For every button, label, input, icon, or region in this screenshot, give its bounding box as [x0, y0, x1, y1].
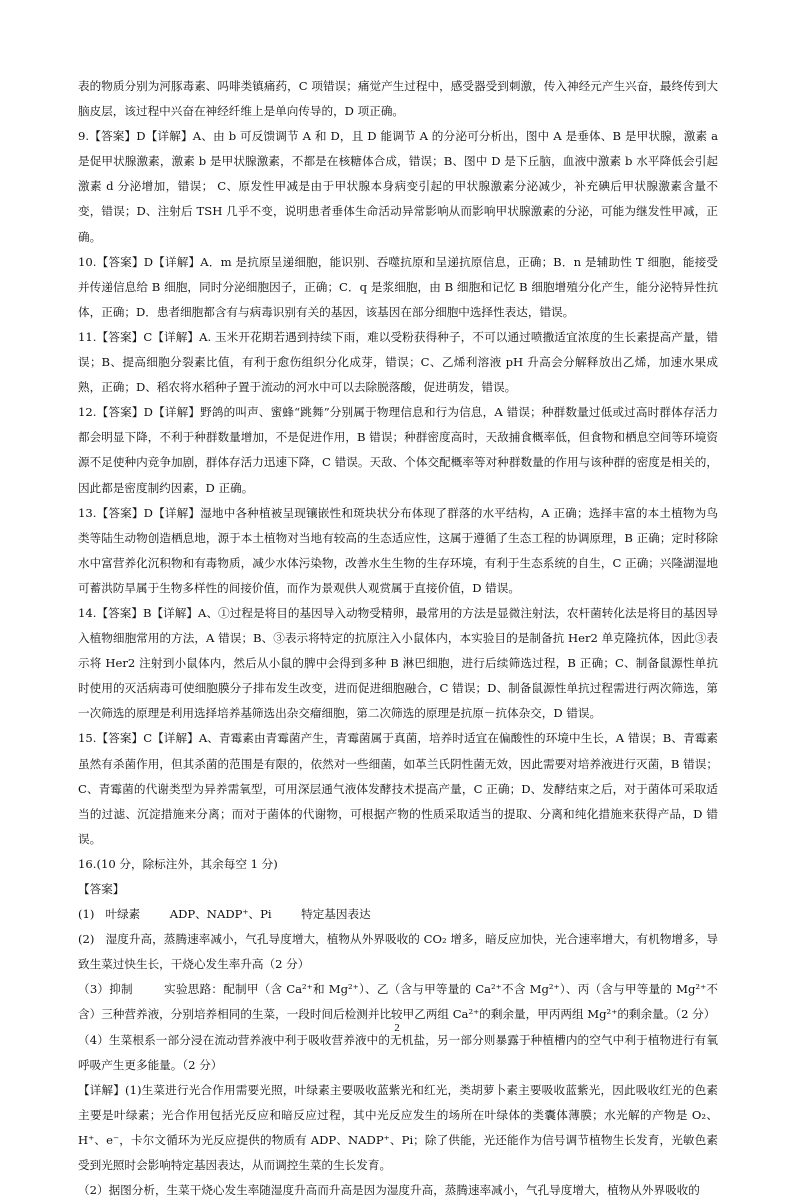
- answer-label: 【答案】: [78, 882, 125, 896]
- answer-q9: 9.【答案】D【详解】A、由 b 可反馈调节 A 和 D，且 D 能调节 A 的分泌可分析出，图中 A 是垂体、B 是甲状腺，激素 a 是促甲状腺激素，激素 b 是甲状腺激素，不都是在核糖体合成，错误；B、图中 D 是下丘脑，血液中激素 b 水平降低会引起激素 d 分泌增加，错误； C、原发性甲减是由于甲状腺本身病变引起的甲状腺激素分泌减少，补充碘后甲状腺激素含量不变，错误；D、注射后 TSH 几乎不变，说明患者垂体生命活动异常影响从而影响甲状腺激素的分泌，可能为继发性甲减，正确。: [78, 129, 722, 244]
- page-number: 2: [394, 1022, 400, 1034]
- answer-q14: 14.【答案】B【详解】A、①过程是将目的基因导入动物受精卵，最常用的方法是显微注射法，农杆菌转化法是将目的基因导入植物细胞常用的方法，A 错误；B、③表示将特定的抗原注入小鼠体内，本实验目的是制备抗 Her2 单克隆抗体，因此③表示将 Her2 注射到小鼠体内，然后从小鼠的脾中会得到多种 B 淋巴细胞，进行后续筛选过程，B 正确；C、制备鼠源性单抗时使用的灭活病毒可使细胞膜分子排布发生改变，进而促进细胞融合，C 错误；D、制备鼠源性单抗过程需进行两次筛选，第一次筛选的原理是利用选择培养基筛选出杂交瘤细胞，第二次筛选的原理是抗原－抗体杂交，D 错误。: [78, 605, 718, 721]
- answer-q16-part3: （3）抑制 实验思路：配制甲（含 Ca²⁺和 Mg²⁺）、乙（含与甲等量的 Ca²⁺不含 Mg²⁺）、丙（含与甲等量的 Mg²⁺不含）三种营养液，分别培养相同的生菜，一段时间后检测并比较甲乙两组 Ca²⁺的剩余量，甲丙两组 Mg²⁺的剩余量。（2 分）: [78, 982, 718, 1022]
- answer-q16-part2: (2) 湿度升高，蒸腾速率减小，气孔导度增大，植物从外界吸收的 CO₂ 增多，暗反应加快，光合速率增大，有机物增多，导致生菜过快生长，干烧心发生率升高（2 分）: [78, 932, 718, 972]
- q16-heading: 16.(10 分，除标注外，其余每空 1 分): [78, 856, 278, 871]
- explanation-q16-part2: （2）据图分析，生菜干烧心发生率随湿度升高而升高是因为湿度升高，蒸腾速率减小，气孔导度增大，植物从外界吸收的: [78, 1183, 700, 1198]
- explanation-q16-part1: 【详解】(1)生菜进行光合作用需要光照，叶绿素主要吸收蓝紫光和红光，类胡萝卜素主要吸收蓝紫光，因此吸收红光的色素主要是叶绿素；光合作用包括光反应和暗反应过程，其中光反应发生的场所在叶绿体的类囊体薄膜；水光解的产物是 O₂、H⁺、e⁻，卡尔文循环为光反应提供的物质有 ADP、NADP⁺、Pi；除了供能，光还能作为信号调节植物生长发育，光敏色素受到光照时会影响特定基因表达，从而调控生菜的生长发育。: [78, 1082, 718, 1173]
- answer-q11: 11.【答案】C【详解】A. 玉米开花期若遇到持续下雨，难以受粉获得种子，不可以通过喷撒适宜浓度的生长素提高产量，错误；B、提高细胞分裂素比值，有利于愈伤组织分化成芽，错误；C、乙烯利溶液 pH 升高会分解释放出乙烯，加速水果成熟，正确；D、稻农将水稻种子置于流动的河水中可以去除脱落酸，促进萌发，错误。: [78, 329, 718, 395]
- answer-q16-part4: （4）生菜根系一部分浸在流动营养液中利于吸收营养液中的无机盐，另一部分则暴露于种植槽内的空气中利于植物进行有氧呼吸产生更多能量。（2 分）: [78, 1032, 718, 1072]
- answer-q12: 12.【答案】D【详解】野鸽的叫声、蜜蜂“跳舞”分别属于物理信息和行为信息，A 错误；种群数量过低或过高时群体存活力都会明显下降，不利于种群数量增加，不是促进作用，B 错误；种群密度高时，天敌捕食概率低，但食物和栖息空间等环境资源不足使种内竞争加剧，群体存活力迅速下降，C 错误。天敌、个体交配概率等对种群数量的作用与该种群的密度是相关的，因此都是密度制约因素，D 正确。: [78, 405, 718, 495]
- paragraph-continuation: 表的物质分别为河豚毒素、吗啡类镇痛药，C 项错误；痛觉产生过程中，感受器受到刺激，传入神经元产生兴奋，最终传到大脑皮层，该过程中兴奋在神经纤维上是单向传导的，D 项正确。: [78, 79, 718, 119]
- answer-q15: 15.【答案】C【详解】A、青霉素由青霉菌产生，青霉菌属于真菌，培养时适宜在偏酸性的环境中生长，A 错误；B、青霉素虽然有杀菌作用，但其杀菌的范围是有限的，依然对一些细菌，如革兰氏阴性菌无效，因此需要对培养液进行灭菌，B 错误；C、青霉菌的代谢类型为异养需氧型，可用深层通气液体发酵技术提高产量，C 正确；D、发酵结束之后，对于菌体可采取适当的过滤、沉淀措施来分离；而对于菌体的代谢物，可根据产物的性质采取适当的提取、分离和纯化措施来获得产品，D 错误。: [78, 731, 718, 846]
- answer-q10: 10.【答案】D【详解】A．m 是抗原呈递细胞，能识别、吞噬抗原和呈递抗原信息，正确；B．n 是辅助性 T 细胞，能接受并传递信息给 B 细胞，同时分泌细胞因子，正确；C．q 是浆细胞，由 B 细胞和记忆 B 细胞增殖分化产生，能分泌特异性抗体，正确；D．患者细胞都含有与病毒识别有关的基因，该基因在部分细胞中选择性表达，错误。: [78, 254, 718, 319]
- answer-q13: 13.【答案】D【详解】湿地中各种植被呈现镶嵌性和斑块状分布体现了群落的水平结构，A 正确；选择丰富的本土植物为鸟类等陆生动物创造栖息地，源于本土植物对当地有较高的生态适应性，这属于遵循了生态工程的协调原理，B 正确；定时移除水中富营养化沉积物和有毒物质，减少水体污染物，改善水生生物的生存环境，有利于生态系统的自生，C 正确；兴隆湖湿地可蓄洪防旱属于生物多样性的间接价值，而作为景观供人观赏属于直接价值，D 错误。: [78, 505, 718, 595]
- answer-q16-part1: (1) 叶绿素 ADP、NADP⁺、Pi 特定基因表达: [78, 907, 371, 922]
